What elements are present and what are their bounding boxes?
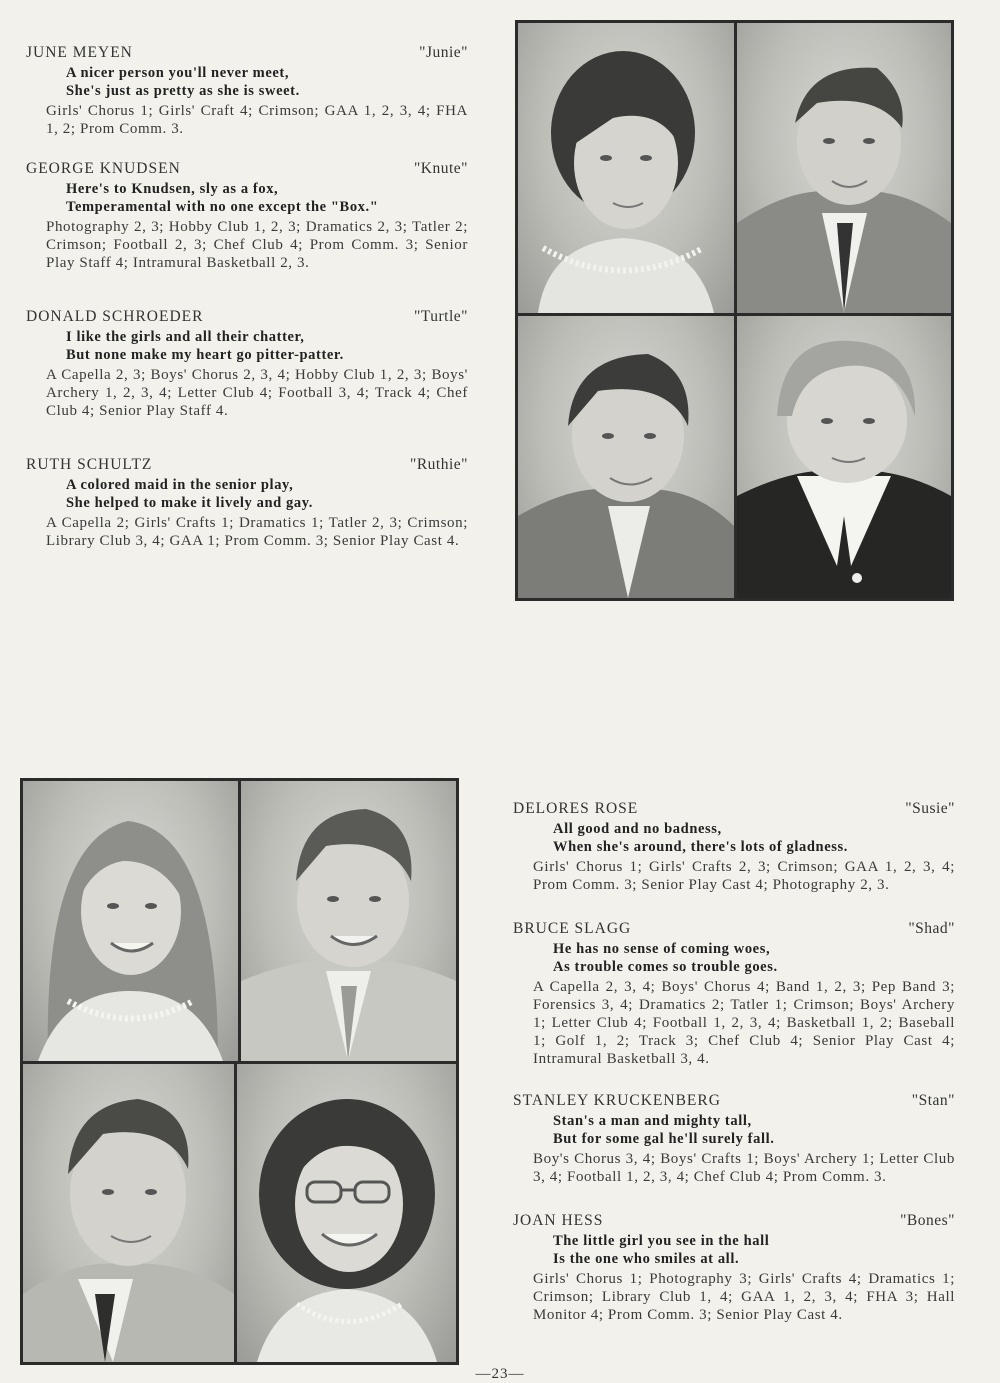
entry-delores-rose bbox=[513, 800, 955, 894]
entry-george-knudsen bbox=[26, 160, 468, 272]
student-name: RUTH SCHULTZ bbox=[26, 456, 153, 473]
portrait-photo-bruce-slagg bbox=[241, 781, 456, 1061]
portrait-photo-ruth-schultz bbox=[737, 316, 951, 598]
student-name: JOAN HESS bbox=[513, 1212, 604, 1229]
student-nickname: "Shad" bbox=[908, 920, 955, 937]
entry-joan-hess bbox=[513, 1212, 955, 1324]
student-name: BRUCE SLAGG bbox=[513, 920, 632, 937]
student-activities: Photography 2, 3; Hobby Club 1, 2, 3; Dramatics 2, 3; Tatler 2; Crimson; Football 2, 3; Chef Club 4; Prom Comm. 3; Senior Play Staff 4; Intramural Basketball 2, 3. bbox=[46, 219, 468, 271]
entry-ruth-schultz bbox=[26, 456, 468, 550]
student-verse: A nicer person you'll never meet, She's just as pretty as she is sweet. bbox=[66, 65, 300, 99]
student-nickname: "Junie" bbox=[419, 44, 468, 61]
portrait-illustration bbox=[518, 316, 734, 598]
portrait-photo-stanley-kruckenberg bbox=[23, 1064, 234, 1362]
student-activities: A Capella 2, 3, 4; Boys' Chorus 4; Band 1, 2, 3; Pep Band 3; Forensics 3, 4; Dramatics 2; Tatler 1; Crimson; Boys' Archery 1; Letter Club 4; Football 1, 2, 3, 4; Basketball 1, 2; Baseball 1; Golf 1, 2; Track 3; Chef Club 4; Senior Play Cast 4; Intramural Basketball 3, 4. bbox=[533, 979, 955, 1067]
student-verse: Here's to Knudsen, sly as a fox, Temperamental with no one except the "Box." bbox=[66, 181, 379, 215]
student-activities: A Capella 2; Girls' Crafts 1; Dramatics 1; Tatler 2, 3; Crimson; Library Club 3, 4; GAA 1; Prom Comm. 3; Senior Play Cast 4. bbox=[46, 515, 468, 549]
student-name: STANLEY KRUCKENBERG bbox=[513, 1092, 721, 1109]
portrait-illustration bbox=[237, 1064, 456, 1362]
portrait-illustration bbox=[518, 23, 734, 313]
student-verse: Stan's a man and mighty tall, But for some gal he'll surely fall. bbox=[553, 1113, 775, 1147]
student-activities: Girls' Chorus 1; Girls' Craft 4; Crimson; GAA 1, 2, 3, 4; FHA 1, 2; Prom Comm. 3. bbox=[46, 103, 468, 137]
page-number: —23— bbox=[475, 1366, 525, 1382]
portrait-photo-june-meyen bbox=[518, 23, 734, 313]
student-nickname: "Knute" bbox=[413, 160, 468, 177]
student-verse: The little girl you see in the hall Is the one who smiles at all. bbox=[553, 1233, 770, 1267]
student-activities: A Capella 2, 3; Boys' Chorus 2, 3, 4; Hobby Club 1, 2, 3; Boys' Archery 1, 2, 3, 4; Letter Club 4; Football 3, 4; Track 4; Chef Club 4; Senior Play Staff 4. bbox=[46, 367, 468, 419]
portrait-illustration bbox=[23, 781, 238, 1061]
student-verse: A colored maid in the senior play, She helped to make it lively and gay. bbox=[66, 477, 313, 511]
student-verse: I like the girls and all their chatter, But none make my heart go pitter-patter. bbox=[66, 329, 344, 363]
portrait-illustration bbox=[23, 1064, 234, 1362]
portrait-photo-delores-rose bbox=[23, 781, 238, 1061]
entry-bruce-slagg bbox=[513, 920, 955, 1068]
student-activities: Girls' Chorus 1; Photography 3; Girls' Crafts 4; Dramatics 1; Crimson; Library Club 1, 4; GAA 1, 2, 3, 4; FHA 3; Hall Monitor 4; Prom Comm. 3; Senior Play Cast 4. bbox=[533, 1271, 955, 1323]
portrait-photo-joan-hess bbox=[237, 1064, 456, 1362]
portrait-illustration bbox=[241, 781, 456, 1061]
student-name: DONALD SCHROEDER bbox=[26, 308, 204, 325]
student-activities: Boy's Chorus 3, 4; Boys' Crafts 1; Boys' Archery 1; Letter Club 3, 4; Football 1, 2, 3, 4; Chef Club 4; Prom Comm. 3. bbox=[533, 1151, 955, 1185]
photo-grid-top bbox=[515, 20, 954, 601]
student-name: JUNE MEYEN bbox=[26, 44, 133, 61]
student-nickname: "Stan" bbox=[911, 1092, 955, 1109]
student-nickname: "Turtle" bbox=[414, 308, 468, 325]
portrait-photo-george-knudsen bbox=[737, 23, 951, 313]
student-verse: He has no sense of coming woes, As trouble comes so trouble goes. bbox=[553, 941, 778, 975]
student-nickname: "Ruthie" bbox=[410, 456, 468, 473]
portrait-illustration bbox=[737, 23, 951, 313]
student-activities: Girls' Chorus 1; Girls' Crafts 2, 3; Crimson; GAA 1, 2, 3, 4; Prom Comm. 3; Senior Play Cast 4; Photography 2, 3. bbox=[533, 859, 955, 893]
student-name: DELORES ROSE bbox=[513, 800, 639, 817]
photo-grid-bottom bbox=[20, 778, 459, 1365]
student-nickname: "Susie" bbox=[905, 800, 955, 817]
entry-june-meyen bbox=[26, 44, 468, 138]
student-verse: All good and no badness, When she's around, there's lots of gladness. bbox=[553, 821, 848, 855]
student-name: GEORGE KNUDSEN bbox=[26, 160, 181, 177]
portrait-illustration bbox=[737, 316, 951, 598]
student-nickname: "Bones" bbox=[900, 1212, 955, 1229]
entry-stanley-kruckenberg bbox=[513, 1092, 955, 1186]
entry-donald-schroeder bbox=[26, 308, 468, 420]
portrait-photo-donald-schroeder bbox=[518, 316, 734, 598]
